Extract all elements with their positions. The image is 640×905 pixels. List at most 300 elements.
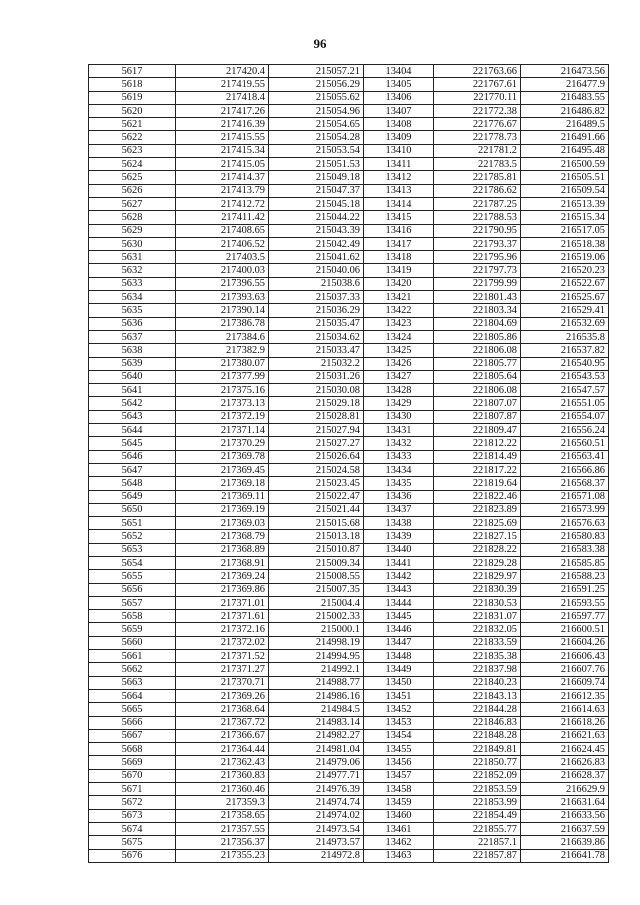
- table-cell: 221788.53: [434, 211, 521, 224]
- table-cell: 216532.69: [521, 317, 609, 330]
- table-cell: 215037.33: [269, 291, 364, 304]
- table-cell: 217377.99: [176, 370, 269, 383]
- table-cell: 217369.19: [176, 503, 269, 516]
- table-row: [89, 251, 609, 264]
- table-cell: 216618.26: [521, 716, 609, 729]
- table-row: [89, 583, 609, 596]
- table-cell: 216547.57: [521, 384, 609, 397]
- table-cell: 214973.54: [269, 822, 364, 835]
- table-cell: 221857.87: [434, 849, 521, 862]
- table-row: [89, 197, 609, 210]
- table-row: [89, 663, 609, 676]
- table-cell: 5659: [89, 623, 176, 636]
- table-row: [89, 317, 609, 330]
- table-cell: 13431: [364, 424, 434, 437]
- table-cell: 217413.79: [176, 184, 269, 197]
- table-cell: 221823.89: [434, 503, 521, 516]
- table-cell: 216529.41: [521, 304, 609, 317]
- table-cell: 221770.11: [434, 91, 521, 104]
- table-cell: 216554.07: [521, 410, 609, 423]
- table-cell: 13413: [364, 184, 434, 197]
- table-cell: 13417: [364, 237, 434, 250]
- table-cell: 215036.29: [269, 304, 364, 317]
- table-cell: 217380.07: [176, 357, 269, 370]
- table-row: [89, 463, 609, 476]
- table-cell: 216556.24: [521, 424, 609, 437]
- table-cell: 214984.5: [269, 703, 364, 716]
- table-cell: 13429: [364, 397, 434, 410]
- table-cell: 13460: [364, 809, 434, 822]
- table-cell: 217371.61: [176, 610, 269, 623]
- coordinates-table: [88, 64, 609, 863]
- table-cell: 215034.62: [269, 330, 364, 343]
- table-cell: 221804.69: [434, 317, 521, 330]
- table-cell: 221837.98: [434, 663, 521, 676]
- table-cell: 215009.34: [269, 556, 364, 569]
- table-cell: 221787.25: [434, 197, 521, 210]
- table-cell: 13444: [364, 596, 434, 609]
- page-number: 96: [313, 36, 327, 51]
- table-cell: 215045.18: [269, 197, 364, 210]
- table-cell: 5676: [89, 849, 176, 862]
- table-cell: 5646: [89, 450, 176, 463]
- table-cell: 216628.37: [521, 769, 609, 782]
- table-row: [89, 224, 609, 237]
- table-row: [89, 530, 609, 543]
- table-cell: 5626: [89, 184, 176, 197]
- table-cell: 216571.08: [521, 490, 609, 503]
- table-row: [89, 384, 609, 397]
- table-row: [89, 689, 609, 702]
- table-cell: 5622: [89, 131, 176, 144]
- table-cell: 215043.39: [269, 224, 364, 237]
- table-cell: 216588.23: [521, 570, 609, 583]
- table-cell: 214981.04: [269, 743, 364, 756]
- table-cell: 13416: [364, 224, 434, 237]
- table-cell: 13428: [364, 384, 434, 397]
- table-cell: 214979.06: [269, 756, 364, 769]
- table-cell: 221772.38: [434, 104, 521, 117]
- table-cell: 216631.64: [521, 796, 609, 809]
- table-cell: 13450: [364, 676, 434, 689]
- table-cell: 217415.55: [176, 131, 269, 144]
- table-row: [89, 636, 609, 649]
- table-cell: 13453: [364, 716, 434, 729]
- table-cell: 13427: [364, 370, 434, 383]
- table-cell: 215038.6: [269, 277, 364, 290]
- table-cell: 221805.77: [434, 357, 521, 370]
- table-cell: 5661: [89, 650, 176, 663]
- table-cell: 214974.02: [269, 809, 364, 822]
- table-cell: 221844.28: [434, 703, 521, 716]
- table-cell: 214998.19: [269, 636, 364, 649]
- table-cell: 215054.28: [269, 131, 364, 144]
- table-cell: 13441: [364, 556, 434, 569]
- table-cell: 217373.13: [176, 397, 269, 410]
- table-cell: 217369.86: [176, 583, 269, 596]
- table-cell: 216639.86: [521, 836, 609, 849]
- table-row: [89, 477, 609, 490]
- table-cell: 5621: [89, 118, 176, 131]
- table-row: [89, 836, 609, 849]
- table-cell: 5665: [89, 703, 176, 716]
- table-cell: 217372.19: [176, 410, 269, 423]
- table-cell: 221776.67: [434, 118, 521, 131]
- table-cell: 216477.9: [521, 78, 609, 91]
- table-cell: 215015.68: [269, 517, 364, 530]
- table-cell: 216583.38: [521, 543, 609, 556]
- table-cell: 221822.46: [434, 490, 521, 503]
- table-row: [89, 91, 609, 104]
- table-row: [89, 517, 609, 530]
- table-cell: 13439: [364, 530, 434, 543]
- table-cell: 5633: [89, 277, 176, 290]
- table-cell: 215054.65: [269, 118, 364, 131]
- table-cell: 13419: [364, 264, 434, 277]
- table-cell: 216607.76: [521, 663, 609, 676]
- table-row: [89, 716, 609, 729]
- table-cell: 216517.05: [521, 224, 609, 237]
- table-cell: 215026.64: [269, 450, 364, 463]
- table-cell: 215007.35: [269, 583, 364, 596]
- table-cell: 217415.05: [176, 158, 269, 171]
- table-row: [89, 783, 609, 796]
- table-cell: 5617: [89, 65, 176, 78]
- table-row: [89, 570, 609, 583]
- table-cell: 217367.72: [176, 716, 269, 729]
- table-cell: 221799.99: [434, 277, 521, 290]
- table-cell: 215040.06: [269, 264, 364, 277]
- table-cell: 5639: [89, 357, 176, 370]
- table-cell: 13410: [364, 144, 434, 157]
- table-cell: 5654: [89, 556, 176, 569]
- table-cell: 221852.09: [434, 769, 521, 782]
- table-cell: 13445: [364, 610, 434, 623]
- table-cell: 215004.4: [269, 596, 364, 609]
- table-cell: 13459: [364, 796, 434, 809]
- table-cell: 5648: [89, 477, 176, 490]
- table-cell: 214992.1: [269, 663, 364, 676]
- table-cell: 221807.07: [434, 397, 521, 410]
- table-row: [89, 370, 609, 383]
- table-cell: 216629.9: [521, 783, 609, 796]
- table-cell: 217359.3: [176, 796, 269, 809]
- table-cell: 5645: [89, 437, 176, 450]
- table-cell: 221786.62: [434, 184, 521, 197]
- table-cell: 13452: [364, 703, 434, 716]
- table-cell: 13438: [364, 517, 434, 530]
- table-cell: 214986.16: [269, 689, 364, 702]
- table-cell: 13456: [364, 756, 434, 769]
- table-cell: 5629: [89, 224, 176, 237]
- table-row: [89, 769, 609, 782]
- table-cell: 5641: [89, 384, 176, 397]
- table-cell: 221806.08: [434, 384, 521, 397]
- table-cell: 13414: [364, 197, 434, 210]
- table-cell: 5627: [89, 197, 176, 210]
- table-cell: 216515.34: [521, 211, 609, 224]
- table-cell: 215023.45: [269, 477, 364, 490]
- table-cell: 221797.73: [434, 264, 521, 277]
- table-cell: 13424: [364, 330, 434, 343]
- table-cell: 217369.24: [176, 570, 269, 583]
- table-row: [89, 729, 609, 742]
- table-cell: 217371.14: [176, 424, 269, 437]
- table-cell: 5662: [89, 663, 176, 676]
- table-cell: 5658: [89, 610, 176, 623]
- table-cell: 217362.43: [176, 756, 269, 769]
- table-cell: 216600.51: [521, 623, 609, 636]
- table-cell: 221850.77: [434, 756, 521, 769]
- table-cell: 217370.71: [176, 676, 269, 689]
- table-row: [89, 450, 609, 463]
- table-cell: 5630: [89, 237, 176, 250]
- table-cell: 215000.1: [269, 623, 364, 636]
- table-row: [89, 291, 609, 304]
- table-cell: 13422: [364, 304, 434, 317]
- table-cell: 214973.57: [269, 836, 364, 849]
- table-cell: 214982.27: [269, 729, 364, 742]
- table-cell: 13420: [364, 277, 434, 290]
- table-row: [89, 397, 609, 410]
- table-cell: 5669: [89, 756, 176, 769]
- table-cell: 217386.78: [176, 317, 269, 330]
- table-cell: 13426: [364, 357, 434, 370]
- table-cell: 221855.77: [434, 822, 521, 835]
- table-cell: 13455: [364, 743, 434, 756]
- table-cell: 216593.55: [521, 596, 609, 609]
- table-cell: 221778.73: [434, 131, 521, 144]
- table-cell: 13443: [364, 583, 434, 596]
- table-cell: 217390.14: [176, 304, 269, 317]
- table-cell: 221806.08: [434, 344, 521, 357]
- table-cell: 5640: [89, 370, 176, 383]
- table-cell: 217415.34: [176, 144, 269, 157]
- table-cell: 13435: [364, 477, 434, 490]
- table-cell: 13457: [364, 769, 434, 782]
- table-cell: 216500.59: [521, 158, 609, 171]
- table-cell: 5663: [89, 676, 176, 689]
- table-cell: 214972.8: [269, 849, 364, 862]
- table-cell: 216560.51: [521, 437, 609, 450]
- table-row: [89, 104, 609, 117]
- table-cell: 13415: [364, 211, 434, 224]
- table-cell: 221857.1: [434, 836, 521, 849]
- table-cell: 217382.9: [176, 344, 269, 357]
- table-cell: 217360.83: [176, 769, 269, 782]
- table-cell: 216585.85: [521, 556, 609, 569]
- table-cell: 5623: [89, 144, 176, 157]
- table-cell: 217372.02: [176, 636, 269, 649]
- table-cell: 221854.49: [434, 809, 521, 822]
- table-cell: 217412.72: [176, 197, 269, 210]
- table-row: [89, 424, 609, 437]
- table-cell: 13409: [364, 131, 434, 144]
- table-cell: 217371.52: [176, 650, 269, 663]
- table-cell: 216505.51: [521, 171, 609, 184]
- table-cell: 214977.71: [269, 769, 364, 782]
- table-cell: 215053.54: [269, 144, 364, 157]
- table-row: [89, 184, 609, 197]
- table-cell: 5653: [89, 543, 176, 556]
- table-cell: 5631: [89, 251, 176, 264]
- table-cell: 5652: [89, 530, 176, 543]
- coordinates-table-body: [89, 65, 609, 863]
- table-cell: 217369.03: [176, 517, 269, 530]
- table-cell: 216604.26: [521, 636, 609, 649]
- table-cell: 13449: [364, 663, 434, 676]
- table-cell: 215021.44: [269, 503, 364, 516]
- table-cell: 5636: [89, 317, 176, 330]
- table-cell: 5624: [89, 158, 176, 171]
- table-cell: 221829.28: [434, 556, 521, 569]
- table-cell: 5634: [89, 291, 176, 304]
- table-cell: 5620: [89, 104, 176, 117]
- table-cell: 214983.14: [269, 716, 364, 729]
- table-cell: 217369.26: [176, 689, 269, 702]
- table-cell: 216612.35: [521, 689, 609, 702]
- table-cell: 217396.55: [176, 277, 269, 290]
- table-cell: 216540.95: [521, 357, 609, 370]
- table-cell: 13408: [364, 118, 434, 131]
- table-cell: 5642: [89, 397, 176, 410]
- table-cell: 13447: [364, 636, 434, 649]
- table-cell: 221817.22: [434, 463, 521, 476]
- table-cell: 216563.41: [521, 450, 609, 463]
- table-cell: 5649: [89, 490, 176, 503]
- table-cell: 5647: [89, 463, 176, 476]
- table-cell: 5635: [89, 304, 176, 317]
- table-cell: 13461: [364, 822, 434, 835]
- table-cell: 216495.48: [521, 144, 609, 157]
- table-cell: 214988.77: [269, 676, 364, 689]
- table-cell: 216614.63: [521, 703, 609, 716]
- table-cell: 215033.47: [269, 344, 364, 357]
- table-cell: 216486.82: [521, 104, 609, 117]
- table-cell: 217371.01: [176, 596, 269, 609]
- table-cell: 214976.39: [269, 783, 364, 796]
- table-cell: 217400.03: [176, 264, 269, 277]
- table-cell: 221812.22: [434, 437, 521, 450]
- table-cell: 13407: [364, 104, 434, 117]
- table-cell: 215035.47: [269, 317, 364, 330]
- table-cell: 217403.5: [176, 251, 269, 264]
- table-cell: 221843.13: [434, 689, 521, 702]
- table-cell: 217406.52: [176, 237, 269, 250]
- table-cell: 217384.6: [176, 330, 269, 343]
- table-cell: 216576.63: [521, 517, 609, 530]
- table-cell: 13411: [364, 158, 434, 171]
- table-cell: 215047.37: [269, 184, 364, 197]
- table-row: [89, 809, 609, 822]
- table-cell: 221848.28: [434, 729, 521, 742]
- table-cell: 13436: [364, 490, 434, 503]
- table-cell: 217411.42: [176, 211, 269, 224]
- table-cell: 217368.64: [176, 703, 269, 716]
- table-cell: 215008.55: [269, 570, 364, 583]
- table-cell: 217357.55: [176, 822, 269, 835]
- table-cell: 217369.78: [176, 450, 269, 463]
- table-cell: 221807.87: [434, 410, 521, 423]
- table-cell: 5655: [89, 570, 176, 583]
- table-cell: 215042.49: [269, 237, 364, 250]
- table-cell: 13463: [364, 849, 434, 862]
- table-row: [89, 610, 609, 623]
- table-cell: 215057.21: [269, 65, 364, 78]
- table-cell: 13434: [364, 463, 434, 476]
- table-cell: 5673: [89, 809, 176, 822]
- table-cell: 5664: [89, 689, 176, 702]
- table-cell: 13440: [364, 543, 434, 556]
- table-cell: 215054.96: [269, 104, 364, 117]
- table-cell: 217368.79: [176, 530, 269, 543]
- table-row: [89, 344, 609, 357]
- table-cell: 13462: [364, 836, 434, 849]
- table-cell: 221809.47: [434, 424, 521, 437]
- table-cell: 217369.45: [176, 463, 269, 476]
- table-cell: 216483.55: [521, 91, 609, 104]
- table-cell: 215024.58: [269, 463, 364, 476]
- table-cell: 216573.99: [521, 503, 609, 516]
- table-cell: 216513.39: [521, 197, 609, 210]
- table-row: [89, 556, 609, 569]
- table-cell: 221793.37: [434, 237, 521, 250]
- table-cell: 217417.26: [176, 104, 269, 117]
- table-cell: 5638: [89, 344, 176, 357]
- table-cell: 215041.62: [269, 251, 364, 264]
- table-cell: 221819.64: [434, 477, 521, 490]
- table-row: [89, 264, 609, 277]
- table-cell: 221795.96: [434, 251, 521, 264]
- table-cell: 215027.27: [269, 437, 364, 450]
- table-cell: 216509.54: [521, 184, 609, 197]
- table-cell: 217408.65: [176, 224, 269, 237]
- table-cell: 217366.67: [176, 729, 269, 742]
- table-cell: 221801.43: [434, 291, 521, 304]
- table-cell: 221846.83: [434, 716, 521, 729]
- table-cell: 13451: [364, 689, 434, 702]
- table-row: [89, 849, 609, 862]
- table-cell: 221767.61: [434, 78, 521, 91]
- table-row: [89, 237, 609, 250]
- table-cell: 216591.25: [521, 583, 609, 596]
- table-cell: 221790.95: [434, 224, 521, 237]
- table-cell: 13446: [364, 623, 434, 636]
- table-cell: 216525.67: [521, 291, 609, 304]
- table-row: [89, 118, 609, 131]
- table-cell: 217414.37: [176, 171, 269, 184]
- table-row: [89, 65, 609, 78]
- table-cell: 5651: [89, 517, 176, 530]
- table-cell: 5672: [89, 796, 176, 809]
- table-cell: 5660: [89, 636, 176, 649]
- table-cell: 5668: [89, 743, 176, 756]
- table-cell: 216551.05: [521, 397, 609, 410]
- table-cell: 13421: [364, 291, 434, 304]
- table-cell: 216522.67: [521, 277, 609, 290]
- table-cell: 5632: [89, 264, 176, 277]
- table-cell: 5625: [89, 171, 176, 184]
- table-cell: 221828.22: [434, 543, 521, 556]
- table-row: [89, 756, 609, 769]
- table-cell: 13454: [364, 729, 434, 742]
- table-cell: 217360.46: [176, 783, 269, 796]
- table-cell: 217358.65: [176, 809, 269, 822]
- table-cell: 214994.95: [269, 650, 364, 663]
- table-row: [89, 596, 609, 609]
- table-row: [89, 330, 609, 343]
- table-cell: 5619: [89, 91, 176, 104]
